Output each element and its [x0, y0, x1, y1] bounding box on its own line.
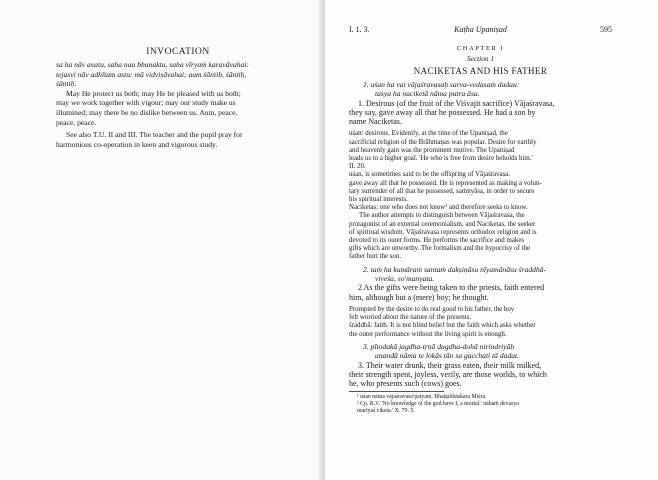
translation-line: May He protect us both; may He be pleased with us both;: [66, 88, 241, 98]
text-line: name Naciketas.: [349, 117, 402, 127]
translation-line: illumined; may there be no dislike between us. Aum, peace,: [56, 107, 238, 117]
running-section: I. 1. 3.: [349, 25, 370, 34]
footnote-rule: [349, 391, 444, 392]
text-line: 2 As the gifts were being taken to the priests, faith entered: [358, 283, 545, 293]
text-line: uśan, is sometimes said to be the offspring of Vājaśravasa.: [349, 171, 511, 179]
text-line: him, although but a (mere) boy; he thought.: [349, 292, 489, 302]
text-line: Naciketas: one who does not know¹ and therefore seeks to know.: [349, 204, 528, 212]
sanskrit-line: śāntiḥ.: [56, 79, 77, 89]
invocation-heading: INVOCATION: [146, 47, 210, 57]
text-line: felt worried about the nature of the presents.: [349, 314, 472, 322]
text-line: anandā nāma te lokās tān sa gacchati tā dadat.: [375, 350, 520, 360]
text-line: 3. pītodakā jagdha-tṛṇā dugdha-dohā nirindriyāḥ: [363, 341, 515, 351]
text-line: tary surrender of all that he possessed, saṁnyāsa, in order to secure: [349, 187, 535, 195]
note-line: See also T.U. II and III. The teacher and the pupil pray for: [66, 130, 243, 140]
text-line: of spiritual wisdom. Vājaśravasa represents orthodox religion and is: [349, 228, 537, 236]
note-line: harmonious co-operation in keen and vigorous study.: [56, 139, 218, 149]
chapter-title: NACIKETAS AND HIS FATHER: [413, 66, 548, 76]
page-number: 595: [600, 25, 612, 34]
text-line: protagonist of an external ceremonialism, and Naciketas, the seeker: [349, 220, 536, 228]
right-body: [349, 44, 612, 415]
text-line: father hurt the son.: [349, 253, 402, 261]
text-line: 3. Their water drunk, their grass eaten, their milk milked,: [358, 360, 542, 370]
text-line: uśan: desirous. Evidently, at the time of the Upaniṣad, the: [349, 130, 508, 138]
text-line: his spiritual interests.: [349, 196, 408, 204]
sanskrit-line: sa ha nāv avatu, saha nau bhunaktu, saha vīryaṁ karavāvahai:: [56, 60, 249, 69]
footnote: ¹ uśan nāma vājaśravaso'patyam. Bhaṭṭabhāskara Miśra.: [357, 394, 487, 401]
text-line: 1. Desirous (of the fruit of the Viśvajit sacrifice) Vājaśravasa,: [358, 98, 555, 108]
text-line: and heavenly gain was the prominent motive. The Upaniṣad: [349, 146, 515, 154]
running-header: [349, 26, 612, 36]
translation-line: may we work together with vigour; may our study make us: [56, 98, 236, 108]
section-label: Section 1: [466, 54, 495, 63]
text-line: they say, gave away all that he possessed. He had a son by: [349, 108, 536, 118]
left-page: [0, 0, 325, 480]
translation-line: peace, peace.: [56, 117, 97, 127]
text-line: 1. uśan ha vai vājaśravasaḥ sarva-vedasaṁ dadau:: [363, 80, 520, 89]
text-line: gave away all that he possessed. He is represented as making a volun-: [349, 179, 542, 187]
footnote: ² Cp. R.V. 'No knowledge of the god have I, a mortal.' nāhaṁ devasya: [357, 400, 519, 407]
text-line: II. 20.: [349, 163, 366, 171]
text-line: tasya ha naciketā nāma putra āsa.: [375, 88, 480, 98]
footnote: marīyaś ciketa.' X. 79. 5.: [357, 407, 415, 414]
text-line: The author attempts to distinguish between Vājaśravasa, the: [359, 212, 525, 220]
running-title: Kaṭha Upaniṣad: [454, 25, 507, 34]
chapter-label: CHAPTER I: [456, 45, 505, 52]
text-line: Prompted by the desire to do real good to his father, the boy: [349, 305, 515, 313]
text-line: he, who presents such (cows) goes.: [349, 378, 462, 388]
text-line: their strength spent, joyless, verily, are those worlds, to which: [349, 369, 547, 379]
text-line: śraddhā: faith. It is not blind belief but the faith which asks whether: [349, 322, 536, 330]
text-line: the outer performance without the living spirit is enough.: [349, 330, 507, 338]
text-line: 2. taṁ ha kumāraṁ santaṁ dakṣiṇāsu nīyamānāsu śraddhā-: [363, 264, 547, 274]
text-line: devoted to its outer forms. He performs the sacrifice and makes: [349, 237, 525, 245]
text-lines: [349, 81, 612, 388]
text-line: viveśa, so'manyata.: [375, 273, 435, 283]
text-line: leads us to a higher goal. 'He who is free from desire beholds him.': [349, 155, 533, 163]
sanskrit-line: tejasvi nāv adhītam astu: mā vidviṣāvahai; aum śāntiḥ, śāntiḥ,: [56, 69, 247, 79]
text-line: sacrificial religion of the Brāhmaṇas was popular. Desire for earthly: [349, 138, 537, 146]
invocation-body: [56, 60, 301, 149]
text-line: gifts which are unworthy. The formalism and the hypocrisy of the: [349, 245, 531, 253]
